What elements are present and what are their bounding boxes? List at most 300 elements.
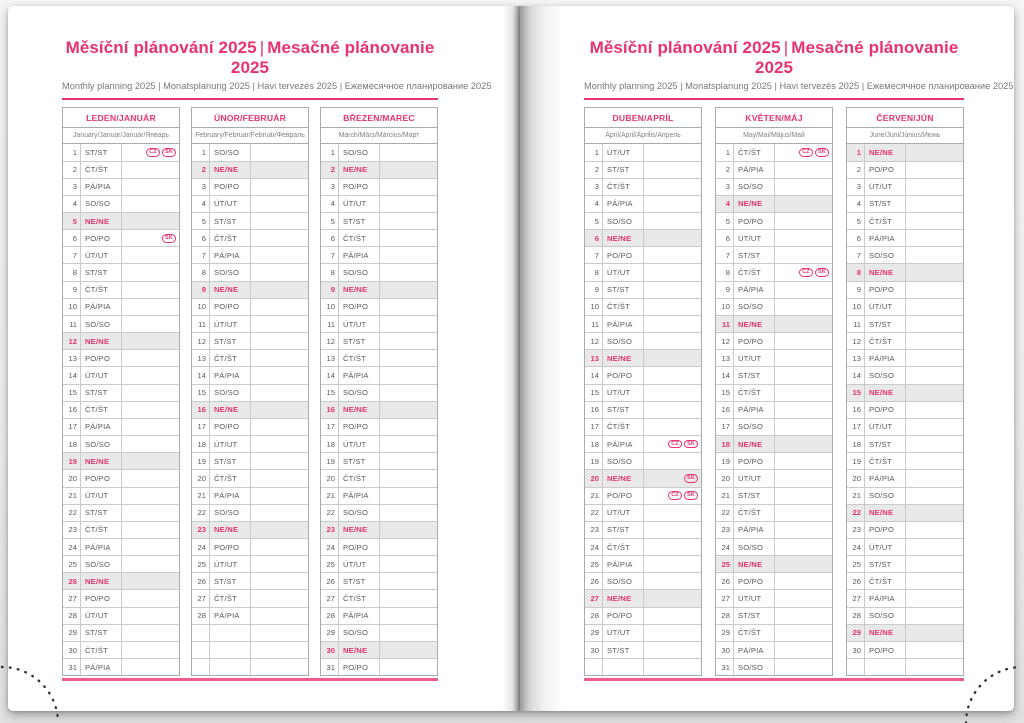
notes-cell xyxy=(775,264,832,280)
day-abbrev: ST/ST xyxy=(603,162,644,178)
day-row xyxy=(847,385,963,402)
notes-cell xyxy=(644,385,701,401)
day-row xyxy=(585,162,701,179)
months-grid-right xyxy=(584,107,964,676)
notes-cell xyxy=(122,213,179,229)
day-abbrev xyxy=(603,659,644,675)
page-right xyxy=(520,6,1014,711)
day-row xyxy=(63,659,179,675)
day-number: 15 xyxy=(585,385,603,401)
day-abbrev: ST/ST xyxy=(210,573,251,589)
day-number: 22 xyxy=(585,505,603,521)
notes-cell xyxy=(644,213,701,229)
day-number: 20 xyxy=(585,470,603,486)
day-abbrev: SO/SO xyxy=(339,144,380,160)
day-number: 30 xyxy=(585,642,603,658)
notes-cell xyxy=(380,350,437,366)
day-number: 12 xyxy=(847,333,865,349)
day-number: 14 xyxy=(321,367,339,383)
day-row xyxy=(716,590,832,607)
day-number: 30 xyxy=(847,642,865,658)
day-number: 14 xyxy=(847,367,865,383)
day-number: 11 xyxy=(321,316,339,332)
day-number: 5 xyxy=(321,213,339,229)
day-row xyxy=(192,247,308,264)
day-row xyxy=(716,333,832,350)
day-row xyxy=(321,402,437,419)
day-abbrev: NE/NE xyxy=(734,556,775,572)
day-row xyxy=(63,642,179,659)
notes-cell xyxy=(644,556,701,572)
day-number: 3 xyxy=(321,179,339,195)
notes-cell xyxy=(122,402,179,418)
notes-cell xyxy=(644,436,701,452)
day-number: 31 xyxy=(716,659,734,675)
day-row xyxy=(847,573,963,590)
day-abbrev: PÁ/PIA xyxy=(81,419,122,435)
notes-cell xyxy=(380,282,437,298)
day-number: 30 xyxy=(716,642,734,658)
day-number: 30 xyxy=(321,642,339,658)
day-abbrev: PO/PO xyxy=(734,213,775,229)
notes-cell xyxy=(251,196,308,212)
holiday-badge-sk: SK xyxy=(684,491,698,500)
page-right-content xyxy=(520,6,1014,711)
notes-cell xyxy=(251,230,308,246)
day-abbrev: SO/SO xyxy=(865,488,906,504)
day-abbrev: PÁ/PIA xyxy=(734,522,775,538)
day-number: 24 xyxy=(847,539,865,555)
day-row xyxy=(847,470,963,487)
day-row xyxy=(321,488,437,505)
month-languages: January/Januar/Január/Январь xyxy=(63,128,179,144)
day-number: 23 xyxy=(716,522,734,538)
blank-row xyxy=(192,625,308,642)
day-abbrev: ČT/ŠT xyxy=(339,230,380,246)
day-row xyxy=(321,385,437,402)
day-row xyxy=(321,642,437,659)
notes-cell xyxy=(251,488,308,504)
day-number: 12 xyxy=(585,333,603,349)
day-row xyxy=(192,453,308,470)
day-abbrev: PÁ/PIA xyxy=(603,436,644,452)
notes-cell xyxy=(380,436,437,452)
day-abbrev: PO/PO xyxy=(339,179,380,195)
day-row xyxy=(63,179,179,196)
notes-cell xyxy=(380,144,437,160)
day-abbrev: SO/SO xyxy=(734,419,775,435)
holiday-badge-sk: SK xyxy=(815,148,829,157)
notes-cell xyxy=(644,162,701,178)
day-row xyxy=(585,213,701,230)
notes-cell xyxy=(251,573,308,589)
day-row xyxy=(321,419,437,436)
day-abbrev: NE/NE xyxy=(81,573,122,589)
day-abbrev: ČT/ŠT xyxy=(210,350,251,366)
day-abbrev: ST/ST xyxy=(603,402,644,418)
day-row xyxy=(716,144,832,161)
day-number: 3 xyxy=(585,179,603,195)
day-row xyxy=(63,402,179,419)
day-row xyxy=(716,230,832,247)
day-row xyxy=(63,162,179,179)
notes-cell xyxy=(122,436,179,452)
day-number: 11 xyxy=(192,316,210,332)
day-row xyxy=(192,556,308,573)
notes-cell xyxy=(906,659,963,675)
notes-cell xyxy=(775,608,832,624)
notes-cell xyxy=(906,590,963,606)
day-row xyxy=(847,488,963,505)
notes-cell xyxy=(906,436,963,452)
day-row xyxy=(63,488,179,505)
day-number: 1 xyxy=(847,144,865,160)
notes-cell xyxy=(251,419,308,435)
day-row xyxy=(63,144,179,161)
day-number: 26 xyxy=(585,573,603,589)
day-row xyxy=(585,642,701,659)
notes-cell xyxy=(380,556,437,572)
notes-cell xyxy=(380,196,437,212)
day-row xyxy=(321,556,437,573)
notes-cell xyxy=(775,419,832,435)
day-number: 15 xyxy=(63,385,81,401)
day-abbrev: ST/ST xyxy=(603,282,644,298)
notes-cell xyxy=(644,179,701,195)
notes-cell xyxy=(906,299,963,315)
day-row xyxy=(716,419,832,436)
notes-cell xyxy=(644,625,701,641)
day-row xyxy=(847,453,963,470)
day-row xyxy=(63,539,179,556)
notes-cell xyxy=(775,522,832,538)
page-left xyxy=(8,6,520,711)
day-row xyxy=(192,539,308,556)
notes-cell xyxy=(775,179,832,195)
notes-cell xyxy=(906,573,963,589)
notes-cell xyxy=(775,247,832,263)
day-number: 25 xyxy=(585,556,603,572)
page-title xyxy=(584,38,964,78)
day-abbrev: ÚT/UT xyxy=(865,419,906,435)
day-row xyxy=(716,350,832,367)
day-abbrev: ČT/ŠT xyxy=(734,144,775,160)
notes-cell xyxy=(122,385,179,401)
day-row xyxy=(192,590,308,607)
day-abbrev: PO/PO xyxy=(339,539,380,555)
day-number: 9 xyxy=(585,282,603,298)
day-row xyxy=(321,196,437,213)
day-number: 10 xyxy=(716,299,734,315)
day-row xyxy=(63,196,179,213)
day-row xyxy=(847,196,963,213)
notes-cell xyxy=(775,367,832,383)
day-abbrev: ČT/ŠT xyxy=(339,350,380,366)
day-abbrev: ST/ST xyxy=(81,144,122,160)
day-row xyxy=(321,299,437,316)
day-abbrev: SO/SO xyxy=(865,608,906,624)
day-abbrev: ÚT/UT xyxy=(865,179,906,195)
day-row xyxy=(716,573,832,590)
day-row xyxy=(585,247,701,264)
day-abbrev: PÁ/PIA xyxy=(339,608,380,624)
day-number: 21 xyxy=(585,488,603,504)
day-row xyxy=(321,144,437,161)
notes-cell xyxy=(380,625,437,641)
day-number xyxy=(192,625,210,641)
day-row xyxy=(63,608,179,625)
day-abbrev: NE/NE xyxy=(865,144,906,160)
day-row xyxy=(321,264,437,281)
day-number: 29 xyxy=(321,625,339,641)
day-row xyxy=(63,350,179,367)
notes-cell xyxy=(644,367,701,383)
day-row xyxy=(63,230,179,247)
day-row xyxy=(192,144,308,161)
day-number: 7 xyxy=(716,247,734,263)
notes-cell xyxy=(906,608,963,624)
notes-cell xyxy=(906,556,963,572)
day-row xyxy=(63,590,179,607)
day-abbrev: NE/NE xyxy=(734,436,775,452)
day-abbrev: ST/ST xyxy=(339,573,380,589)
day-abbrev: ČT/ŠT xyxy=(734,385,775,401)
month-rows xyxy=(321,144,437,675)
day-abbrev: SO/SO xyxy=(81,316,122,332)
day-number: 10 xyxy=(63,299,81,315)
day-row xyxy=(716,299,832,316)
notes-cell xyxy=(380,522,437,538)
day-row xyxy=(321,316,437,333)
day-abbrev: ÚT/UT xyxy=(603,144,644,160)
notes-cell xyxy=(906,642,963,658)
month-table xyxy=(715,107,833,676)
day-number: 23 xyxy=(63,522,81,538)
notes-cell xyxy=(380,333,437,349)
day-abbrev: SO/SO xyxy=(339,625,380,641)
holiday-badge-sk: SK xyxy=(684,440,698,449)
day-abbrev: NE/NE xyxy=(865,385,906,401)
day-abbrev: ČT/ŠT xyxy=(734,625,775,641)
day-abbrev: SO/SO xyxy=(865,247,906,263)
day-abbrev: NE/NE xyxy=(865,264,906,280)
notes-cell xyxy=(122,556,179,572)
day-number: 13 xyxy=(847,350,865,366)
day-row xyxy=(321,350,437,367)
day-abbrev: SO/SO xyxy=(603,453,644,469)
day-number: 3 xyxy=(716,179,734,195)
day-row xyxy=(63,556,179,573)
day-number: 24 xyxy=(192,539,210,555)
day-number: 24 xyxy=(321,539,339,555)
day-number: 1 xyxy=(585,144,603,160)
notes-cell xyxy=(380,264,437,280)
day-abbrev: NE/NE xyxy=(210,522,251,538)
day-number: 20 xyxy=(63,470,81,486)
day-number: 2 xyxy=(192,162,210,178)
day-abbrev: NE/NE xyxy=(339,282,380,298)
notes-cell xyxy=(644,590,701,606)
notes-cell xyxy=(251,590,308,606)
day-abbrev: ÚT/UT xyxy=(81,247,122,263)
day-number: 2 xyxy=(321,162,339,178)
notes-cell xyxy=(906,625,963,641)
day-row xyxy=(847,367,963,384)
day-abbrev: PÁ/PIA xyxy=(734,162,775,178)
day-number: 23 xyxy=(321,522,339,538)
day-abbrev: PÁ/PIA xyxy=(81,299,122,315)
month-languages: June/Juni/Június/Июнь xyxy=(847,128,963,144)
day-number: 17 xyxy=(847,419,865,435)
notes-cell xyxy=(906,505,963,521)
day-abbrev: PÁ/PIA xyxy=(210,608,251,624)
day-number: 30 xyxy=(63,642,81,658)
notes-cell xyxy=(906,350,963,366)
day-abbrev: SO/SO xyxy=(734,179,775,195)
day-abbrev: NE/NE xyxy=(603,590,644,606)
day-number: 16 xyxy=(585,402,603,418)
day-abbrev: ČT/ŠT xyxy=(734,264,775,280)
day-number: 8 xyxy=(847,264,865,280)
day-abbrev: PÁ/PIA xyxy=(339,367,380,383)
day-number: 11 xyxy=(585,316,603,332)
day-abbrev: PO/PO xyxy=(210,179,251,195)
day-number: 4 xyxy=(321,196,339,212)
title-czech: Měsíční plánování 2025 xyxy=(65,38,257,57)
day-abbrev: ČT/ŠT xyxy=(603,179,644,195)
day-number: 23 xyxy=(847,522,865,538)
day-row xyxy=(63,264,179,281)
notes-cell xyxy=(380,470,437,486)
day-abbrev: PO/PO xyxy=(734,333,775,349)
notes-cell xyxy=(380,488,437,504)
notes-cell xyxy=(251,350,308,366)
blank-row xyxy=(192,659,308,675)
notes-cell xyxy=(644,282,701,298)
day-abbrev: ÚT/UT xyxy=(339,316,380,332)
month-rows xyxy=(847,144,963,675)
day-number: 13 xyxy=(585,350,603,366)
holiday-badge-sk: SK xyxy=(162,234,176,243)
day-row xyxy=(192,196,308,213)
day-abbrev: NE/NE xyxy=(210,402,251,418)
notes-cell xyxy=(644,196,701,212)
day-abbrev: ST/ST xyxy=(734,608,775,624)
day-number: 16 xyxy=(716,402,734,418)
notes-cell xyxy=(775,453,832,469)
day-number: 19 xyxy=(716,453,734,469)
day-row xyxy=(585,299,701,316)
day-row xyxy=(321,590,437,607)
day-number: 25 xyxy=(321,556,339,572)
day-abbrev: NE/NE xyxy=(734,316,775,332)
day-number: 22 xyxy=(847,505,865,521)
day-number: 29 xyxy=(63,625,81,641)
day-row xyxy=(585,470,701,487)
day-number: 10 xyxy=(192,299,210,315)
notes-cell xyxy=(251,213,308,229)
day-abbrev: PÁ/PIA xyxy=(603,316,644,332)
notes-cell xyxy=(122,264,179,280)
day-abbrev: ÚT/UT xyxy=(734,230,775,246)
day-number: 11 xyxy=(716,316,734,332)
day-abbrev xyxy=(210,642,251,658)
day-number: 9 xyxy=(192,282,210,298)
day-number: 17 xyxy=(192,419,210,435)
notes-cell xyxy=(644,659,701,675)
notes-cell xyxy=(380,230,437,246)
day-abbrev: ST/ST xyxy=(865,436,906,452)
day-abbrev: ČT/ŠT xyxy=(81,282,122,298)
day-number: 14 xyxy=(585,367,603,383)
notes-cell xyxy=(644,608,701,624)
day-number: 20 xyxy=(847,470,865,486)
day-abbrev: SO/SO xyxy=(603,333,644,349)
day-number: 25 xyxy=(192,556,210,572)
notes-cell xyxy=(906,470,963,486)
day-row xyxy=(63,333,179,350)
day-abbrev: NE/NE xyxy=(339,402,380,418)
day-number: 1 xyxy=(321,144,339,160)
day-row xyxy=(63,282,179,299)
day-row xyxy=(192,488,308,505)
day-number: 31 xyxy=(63,659,81,675)
notes-cell xyxy=(251,436,308,452)
notes-cell xyxy=(906,385,963,401)
day-row xyxy=(847,179,963,196)
notes-cell xyxy=(380,453,437,469)
day-number: 6 xyxy=(716,230,734,246)
day-number: 22 xyxy=(192,505,210,521)
day-abbrev: PO/PO xyxy=(603,247,644,263)
day-number: 23 xyxy=(192,522,210,538)
day-abbrev: ÚT/UT xyxy=(81,367,122,383)
month-table xyxy=(846,107,964,676)
notes-cell xyxy=(775,436,832,452)
day-row xyxy=(63,316,179,333)
day-abbrev: ÚT/UT xyxy=(81,608,122,624)
month-languages: May/Mai/Május/Май xyxy=(716,128,832,144)
day-row xyxy=(585,419,701,436)
day-row xyxy=(716,179,832,196)
notes-cell xyxy=(380,299,437,315)
day-abbrev: ČT/ŠT xyxy=(865,333,906,349)
day-row xyxy=(847,539,963,556)
day-row xyxy=(847,282,963,299)
holiday-badge-cz: CZ xyxy=(668,440,682,449)
notes-cell xyxy=(906,402,963,418)
day-number: 15 xyxy=(847,385,865,401)
day-row xyxy=(321,333,437,350)
day-row xyxy=(585,350,701,367)
day-abbrev: SO/SO xyxy=(210,385,251,401)
day-abbrev: SO/SO xyxy=(81,436,122,452)
day-number: 8 xyxy=(321,264,339,280)
day-number: 11 xyxy=(847,316,865,332)
day-abbrev: NE/NE xyxy=(603,230,644,246)
day-number: 22 xyxy=(716,505,734,521)
month-table xyxy=(62,107,180,676)
day-abbrev: PO/PO xyxy=(865,642,906,658)
day-row xyxy=(321,453,437,470)
day-row xyxy=(321,539,437,556)
day-row xyxy=(716,556,832,573)
notes-cell xyxy=(775,625,832,641)
day-abbrev: SO/SO xyxy=(210,505,251,521)
notes-cell xyxy=(122,350,179,366)
day-abbrev: PO/PO xyxy=(81,590,122,606)
day-number: 26 xyxy=(192,573,210,589)
